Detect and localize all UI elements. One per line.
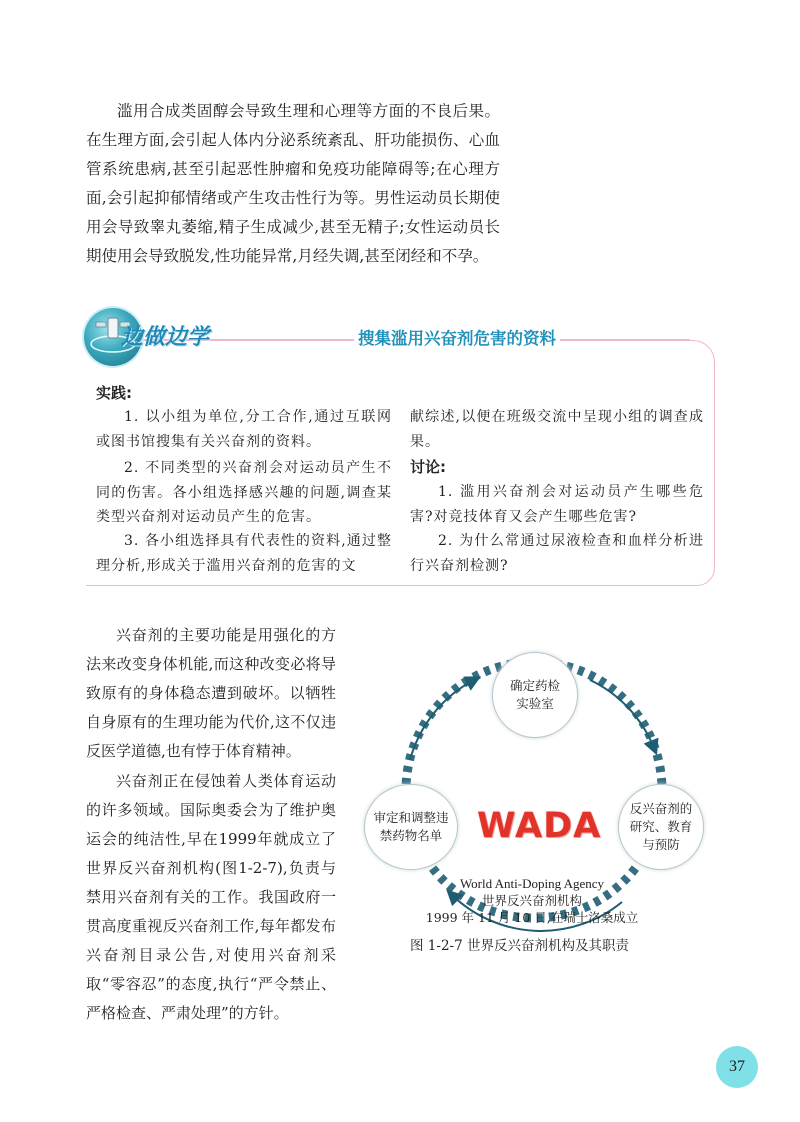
node-prohibited-list: 审定和调整违 禁药物名单 bbox=[364, 784, 458, 870]
practice-item-2: 2. 不同类型的兴奋剂会对运动员产生不同的伤害。各小组选择感兴趣的问题,调查某类型兴奋剂对运动员产生的危害。 bbox=[96, 460, 392, 525]
org-english-name: World Anti-Doping Agency bbox=[459, 876, 605, 891]
activity-heading: 搜集滥用兴奋剂危害的资料 bbox=[354, 325, 560, 349]
figure-caption: 图 1-2-7 世界反兴奋剂机构及其职责 bbox=[410, 938, 629, 954]
intro-paragraph: 滥用合成类固醇会导致生理和心理等方面的不良后果。在生理方面,会引起人体内分泌系统紊乱、肝功能损伤、心血管系统患病,甚至引起恶性肿瘤和免疫功能障碍等;在心理方面,会引起抑郁情绪或产生攻击性行为等。男性运动员长期使用会导致睾丸萎缩,精子生成减少,甚至无精子;女性运动员长期使用会导致脱发,性功能异常,月经失调,甚至闭经和不孕。 bbox=[86, 102, 500, 265]
node-research-education: 反兴奋剂的 研究、教育 与预防 bbox=[618, 784, 704, 870]
wada-figure bbox=[362, 640, 702, 940]
body-paragraph-2: 兴奋剂正在侵蚀着人类体育运动的许多领域。国际奥委会为了维护奥运会的纯洁性,早在1999年就成立了世界反兴奋剂机构(图1-2-7),负责与禁用兴奋剂有关的工作。我国政府一贯高度重视反兴奋剂工作,每年都发布兴奋剂目录公告,对使用兴奋剂采取“零容忍”的态度,执行“严令禁止、严格检查、严肃处理”的方针。 bbox=[86, 772, 336, 1022]
practice-item-1: 1. 以小组为单位,分工合作,通过互联网或图书馆搜集有关兴奋剂的资料。 bbox=[96, 409, 392, 450]
practice-label: 实践: bbox=[96, 384, 132, 402]
discussion-label: 讨论: bbox=[410, 458, 446, 476]
discussion-item-2: 2. 为什么常通过尿液检查和血样分析进行兴奋剂检测? bbox=[410, 533, 704, 574]
practice-item-3: 3. 各小组选择具有代表性的资料,通过整理分析,形成关于滥用兴奋剂的危害的文 bbox=[96, 533, 392, 574]
body-paragraph-1: 兴奋剂的主要功能是用强化的方法来改变身体机能,而这种改变必将导致原有的身体稳态遭到破坏。以牺牲自身原有的生理功能为代价,这不仅违反医学道德,也有悖于体育精神。 bbox=[86, 626, 336, 760]
page-number: 37 bbox=[716, 1046, 758, 1088]
org-chinese-name: 世界反兴奋剂机构 bbox=[481, 893, 582, 908]
discussion-item-1: 1. 滥用兴奋剂会对运动员产生哪些危害?对竞技体育又会产生哪些危害? bbox=[410, 484, 704, 525]
org-founded: 1999 年 11 月 10 日,在瑞士洛桑成立 bbox=[425, 910, 639, 925]
activity-badge-title: 边做边学 bbox=[121, 325, 210, 350]
node-testing-labs: 确定药检 实验室 bbox=[492, 652, 578, 738]
practice-item-3-continued: 献综述,以便在班级交流中呈现小组的调查成果。 bbox=[410, 409, 704, 450]
wada-logo: WADA bbox=[477, 806, 602, 846]
